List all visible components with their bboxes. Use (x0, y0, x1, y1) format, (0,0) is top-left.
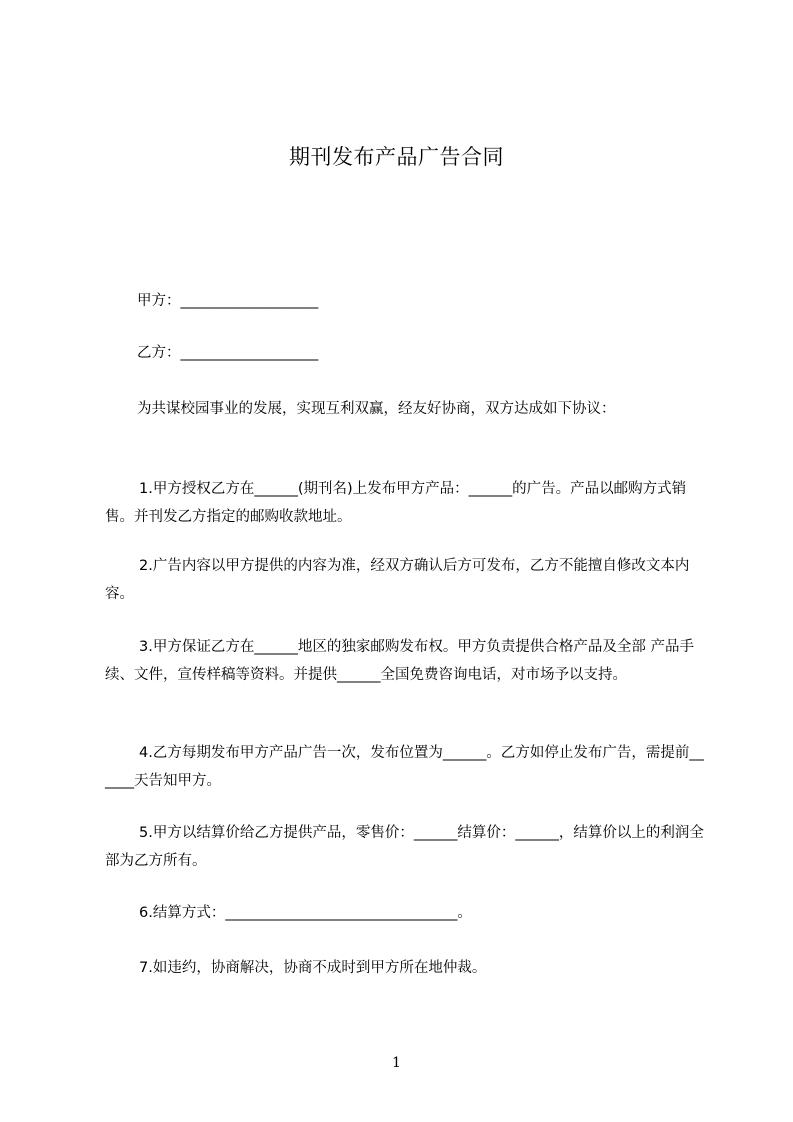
clause-2: 2.广告内容以甲方提供的内容为准，经双方确认后方可发布，乙方不能擅自修改文本内容。 (105, 558, 690, 602)
clause-3: 3.甲方保证乙方在______地区的独家邮购发布权。甲方负责提供合格产品及全部 产品手续、文件，宣传样稿等资料。并提供______全国免费咨询电话，对市场予以支持。 (105, 639, 694, 683)
page-title: 期刊发布产品广告合同 (289, 145, 504, 169)
intro-paragraph: 为共谋校园事业的发展，实现互利双赢，经友好协商，双方达成如下协议： (137, 401, 616, 417)
party-b-line: 乙方：___________________ (137, 345, 319, 361)
page-number: 1 (392, 1055, 401, 1071)
clause-4: 4.乙方每期发布甲方产品广告一次，发布位置为______。乙方如停止发布广告，需提前______天告知甲方。 (105, 745, 704, 789)
clause-5: 5.甲方以结算价给乙方提供产品，零售价：______结算价：______，结算价以上的利润全部为乙方所有。 (105, 825, 704, 869)
clause-7: 7.如违约，协商解决，协商不成时到甲方所在地仲裁。 (139, 960, 487, 976)
clause-6: 6.结算方式：________________________________。 (139, 905, 472, 921)
party-a-line: 甲方：___________________ (137, 293, 319, 309)
clause-1: 1.甲方授权乙方在______(期刊名)上发布甲方产品：______的广告。产品以邮购方式销售。并刊发乙方指定的邮购收款地址。 (105, 481, 687, 525)
